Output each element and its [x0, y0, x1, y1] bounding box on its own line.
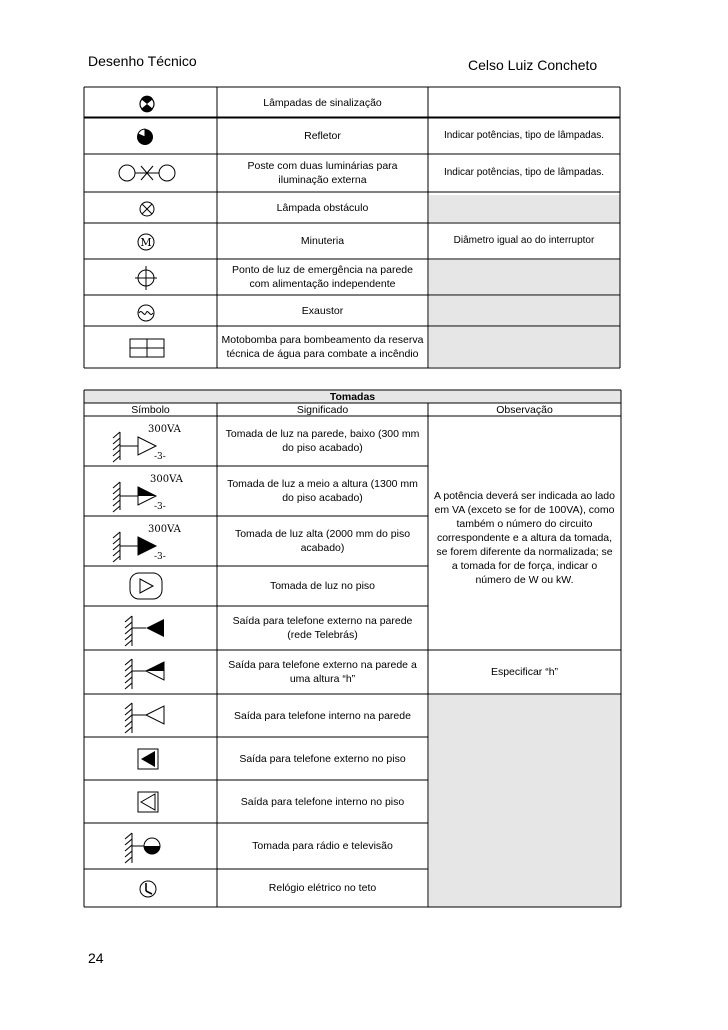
lighting-meaning-0: Lâmpadas de sinalização [263, 96, 382, 109]
outlets-col-symbol: Símbolo [131, 403, 170, 416]
outlet-meaning-9: Tomada para rádio e televisão [252, 840, 393, 852]
timer-switch-icon [135, 231, 157, 253]
ext-phone-floor-icon [136, 747, 160, 771]
outlet-meaning-2: Tomada de luz alta (2000 mm do piso acabado) [234, 528, 411, 554]
h-note: Especificar “h” [490, 666, 559, 678]
outlet-meaning-3: Tomada de luz no piso [269, 580, 376, 592]
circuit-label: -3- [154, 452, 166, 462]
outlet-meaning-10: Relógio elétrico no teto [268, 882, 377, 894]
outlets-title: Tomadas [329, 390, 376, 403]
page-number: 24 [88, 950, 104, 966]
emergency-light-icon [133, 264, 159, 292]
low-wall-outlet-icon [110, 420, 190, 464]
lighting-meaning-5: Ponto de luz de emergência na parede com alimentação independente [232, 264, 413, 290]
lighting-note-2: Indicar potências, tipo de lâmpadas. [443, 167, 605, 178]
circuit-label: -3- [154, 552, 166, 562]
circuit-label: -3- [154, 502, 166, 512]
radio-tv-outlet-icon [122, 829, 170, 865]
ext-phone-wall-icon [122, 612, 170, 648]
lighting-note-4: Diâmetro igual ao do interruptor [453, 235, 595, 246]
svg-text:M: M [140, 236, 152, 249]
lighting-meaning-7: Motobomba para bombeamento da reserva técnica de água para combate a incêndio [221, 334, 424, 360]
ceiling-clock-icon [136, 877, 160, 901]
floor-outlet-icon [128, 571, 164, 601]
lighting-meaning-3: Lâmpada obstáculo [276, 201, 369, 214]
motor-pump-icon [128, 336, 166, 360]
outlet-meaning-4: Saída para telefone externo na parede (rede Telebrás) [232, 615, 413, 641]
outlet-meaning-8: Saída para telefone interno no piso [240, 795, 405, 808]
reflector-icon [133, 126, 157, 148]
va-label: 300VA [148, 424, 181, 435]
power-note: A potência deverá ser indicada ao lado em VA (exceto se for de 100VA), como também o número do circuito correspondente e a altura da tomada, se forem diferente da normalizada; se a tomada for de força, indicar o número de W ou kW. [434, 490, 615, 586]
lighting-meaning-1: Refletor [304, 130, 341, 142]
va-label: 300VA [148, 524, 181, 535]
lighting-meaning-4: Minuteria [300, 235, 345, 247]
double-luminaire-pole-icon [113, 162, 181, 184]
header-left: Desenho Técnico [88, 53, 197, 69]
va-label: 300VA [150, 474, 183, 485]
outlet-meaning-1: Tomada de luz a meio a altura (1300 mm do piso acabado) [227, 478, 418, 504]
mid-wall-outlet-icon [110, 470, 190, 514]
ext-phone-wall-height-icon [122, 655, 170, 691]
exhaust-fan-icon [134, 302, 158, 324]
high-wall-outlet-icon [110, 520, 190, 564]
outlet-meaning-5: Saída para telefone externo na parede a uma altura “h” [228, 659, 417, 685]
outlet-meaning-0: Tomada de luz na parede, baixo (300 mm do piso acabado) [225, 428, 420, 454]
lighting-meaning-2: Poste com duas luminárias para iluminação externa [247, 160, 398, 186]
int-phone-wall-icon [122, 699, 170, 735]
outlets-col-note: Observação [496, 403, 553, 416]
int-phone-floor-icon [136, 790, 160, 814]
lighting-meaning-6: Exaustor [301, 304, 344, 317]
outlets-col-meaning: Significado [296, 403, 349, 416]
outlet-meaning-6: Saída para telefone interno na parede [234, 709, 411, 722]
outlet-meaning-7: Saída para telefone externo no piso [239, 752, 406, 765]
lighting-note-1: Indicar potências, tipo de lâmpadas. [443, 130, 605, 141]
obstacle-lamp-icon [137, 199, 157, 219]
signal-lamp-icon [135, 94, 159, 114]
header-right: Celso Luiz Concheto [468, 57, 598, 73]
